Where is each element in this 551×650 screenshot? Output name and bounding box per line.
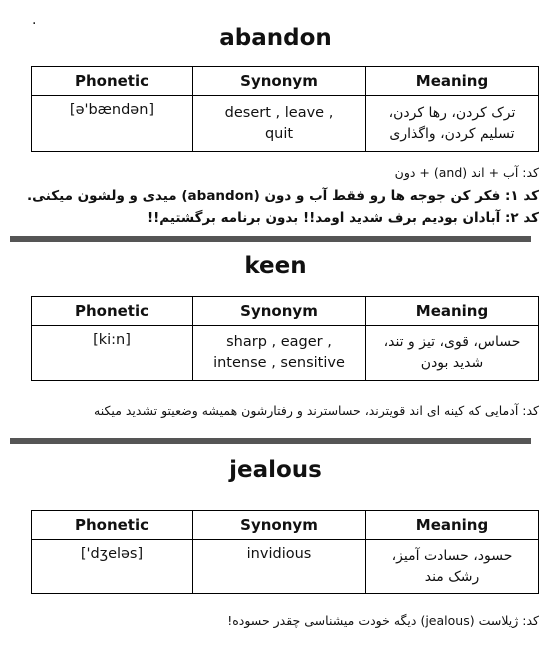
section-divider	[10, 236, 531, 242]
mnemonic-note: کد: آب + اند (and) + دون	[394, 165, 539, 180]
mnemonic-note: کد ۱: فکر کن جوجه ها رو فقط آب و دون (abandon) میدی و ولشون میکنی.	[26, 188, 539, 204]
meaning-line: ترک کردن، رها کردن،	[388, 104, 516, 121]
table-header-row	[32, 511, 539, 540]
section-divider	[10, 438, 531, 444]
synonym-line: desert , leave ,	[224, 104, 334, 121]
meaning-line: شدید بودن	[420, 355, 484, 371]
phonetic-header: Phonetic	[32, 511, 193, 540]
vocab-table	[31, 66, 539, 152]
word-title: keen	[244, 253, 307, 279]
mnemonic-note: کد ۲: آبادان بودیم برف شدید اومد!! بدون برنامه برگشتیم!!	[146, 210, 539, 226]
meaning-line: تسلیم کردن، واگذاری	[389, 125, 515, 142]
meaning-line: رشک مند	[424, 568, 480, 585]
word-title: abandon	[219, 25, 332, 51]
table-row	[32, 96, 539, 152]
phonetic-cell: ['dʒeləs]	[32, 540, 193, 594]
synonym-line: invidious	[246, 546, 312, 562]
word-title: jealous	[229, 457, 322, 483]
synonym-line: sharp , eager ,	[226, 334, 332, 350]
meaning-line: حساس، قوی، تیز و تند،	[383, 334, 521, 350]
table-header-row	[32, 297, 539, 326]
meaning-header: Meaning	[366, 67, 539, 96]
synonym-header: Synonym	[193, 67, 366, 96]
table-row	[32, 326, 539, 381]
vocab-table	[31, 510, 539, 594]
phonetic-cell: [ki:n]	[32, 326, 193, 381]
meaning-cell	[366, 96, 539, 152]
synonym-header: Synonym	[193, 297, 366, 326]
meaning-cell	[366, 326, 539, 381]
phonetic-header: Phonetic	[32, 297, 193, 326]
synonym-line: intense , sensitive	[213, 355, 345, 371]
mnemonic-note: کد: آدمایی که کینه ای اند قویترند، حساسترند و رفتارشون همیشه وضعیتو تشدید میکنه	[94, 403, 539, 418]
meaning-header: Meaning	[366, 511, 539, 540]
table-row	[32, 540, 539, 594]
synonym-cell	[193, 96, 366, 152]
synonym-cell	[193, 540, 366, 594]
meaning-header: Meaning	[366, 297, 539, 326]
mnemonic-note: کد: ژیلاست (jealous) دیگه خودت میشناسی چقدر حسوده!	[227, 613, 539, 628]
meaning-cell	[366, 540, 539, 594]
table-header-row	[32, 67, 539, 96]
phonetic-header: Phonetic	[32, 67, 193, 96]
synonym-cell	[193, 326, 366, 381]
stray-dot: .	[32, 12, 37, 28]
meaning-line: حسود، حسادت آمیز،	[391, 547, 513, 564]
vocab-table	[31, 296, 539, 381]
phonetic-cell: [ə'bændən]	[32, 96, 193, 152]
synonym-line: quit	[264, 125, 294, 142]
synonym-header: Synonym	[193, 511, 366, 540]
